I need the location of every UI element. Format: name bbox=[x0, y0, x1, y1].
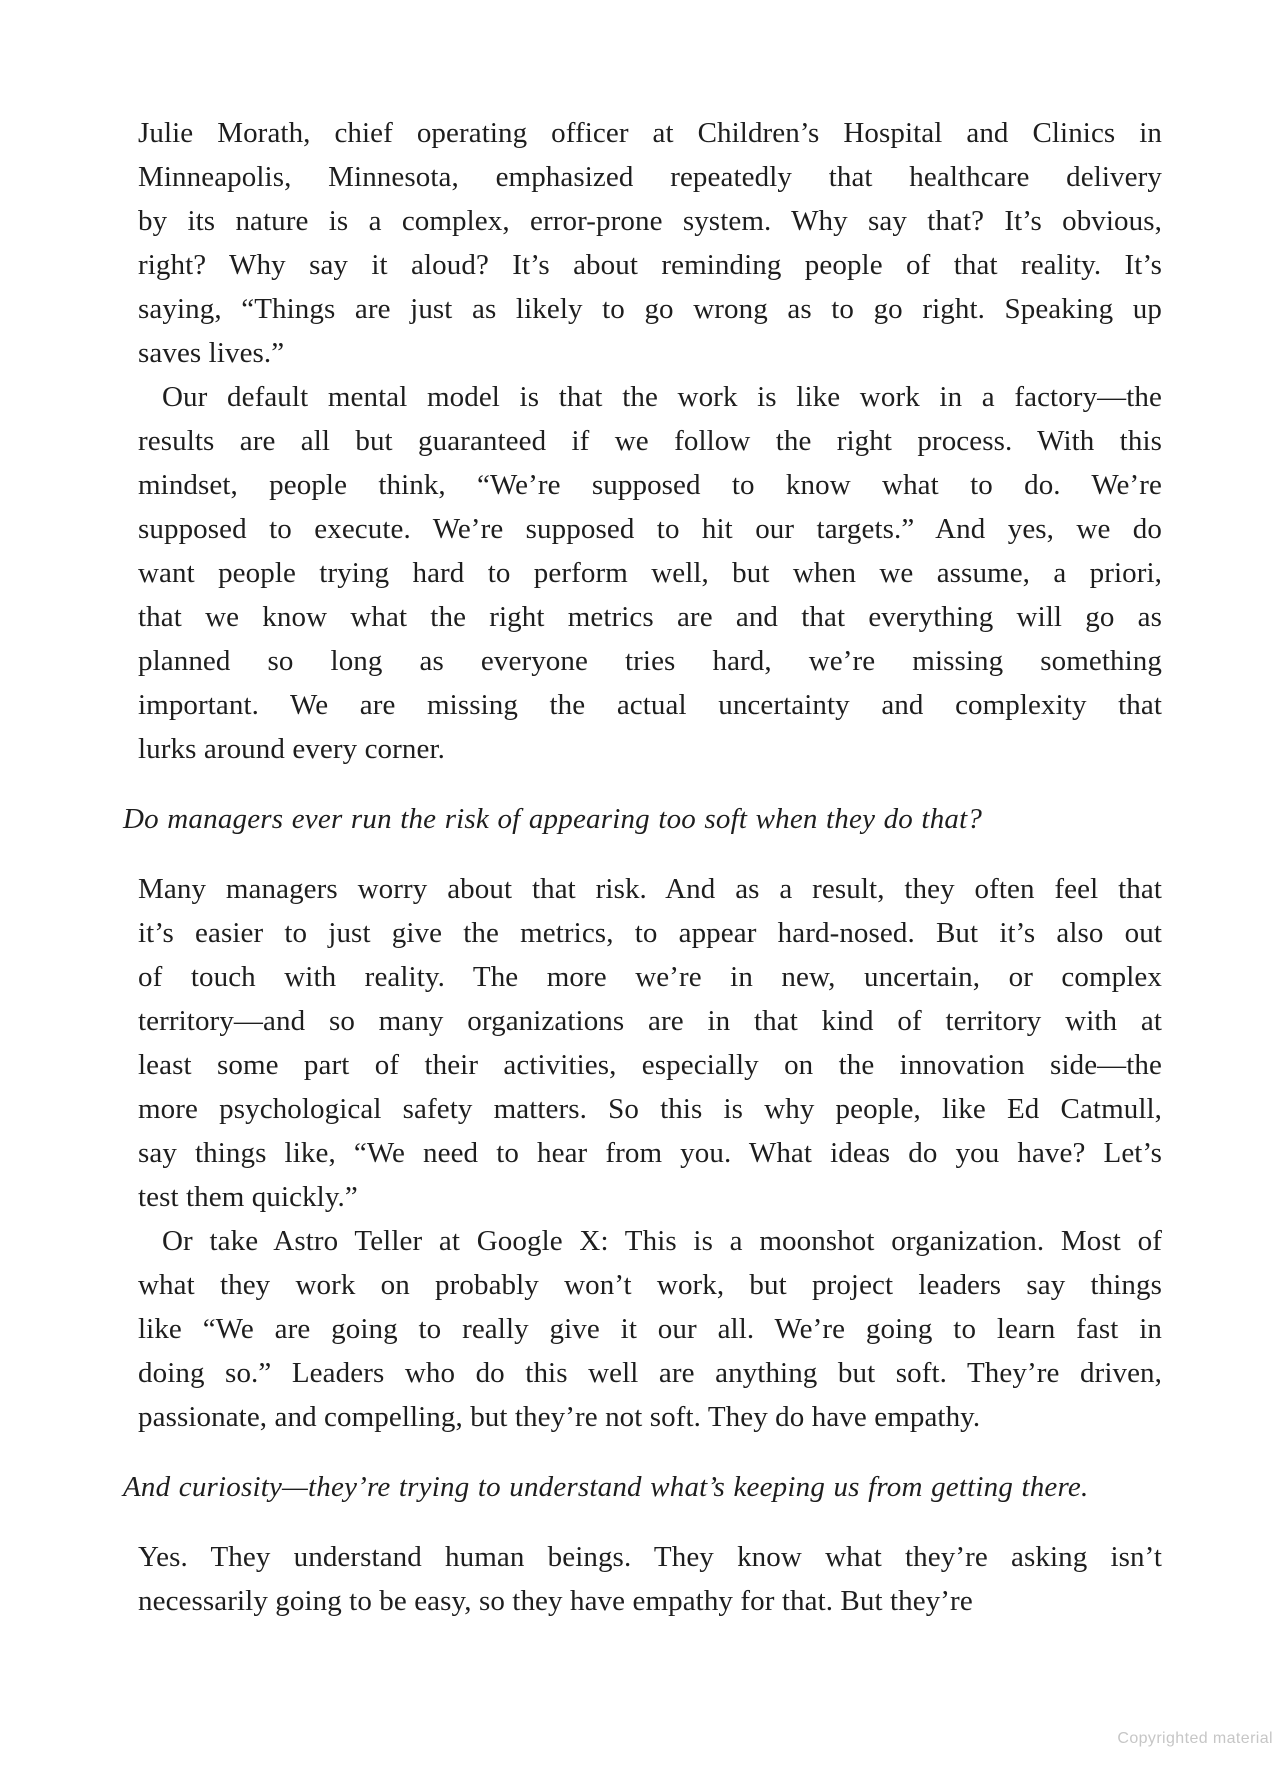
text-line: that we know what the right metrics are and that everything will go as bbox=[138, 601, 1162, 633]
text-line: Julie Morath, chief operating officer at Children’s Hospital and Clinics in bbox=[138, 117, 1162, 149]
text-line: And curiosity—they’re trying to understand what’s keeping us from getting there. bbox=[123, 1471, 1089, 1503]
text-line: results are all but guaranteed if we follow the right process. With this bbox=[138, 425, 1162, 457]
body-paragraph bbox=[138, 111, 1162, 375]
text-line: of touch with reality. The more we’re in new, uncertain, or complex bbox=[138, 961, 1162, 993]
text-line: Many managers worry about that risk. And as a result, they often feel that bbox=[138, 873, 1162, 905]
text-line: saves lives.” bbox=[138, 337, 285, 369]
text-line: Yes. They understand human beings. They know what they’re asking isn’t bbox=[138, 1541, 1162, 1573]
copyright-watermark: Copyrighted material bbox=[1117, 1730, 1273, 1747]
interview-question bbox=[123, 797, 1162, 841]
text-line: least some part of their activities, especially on the innovation side—the bbox=[138, 1049, 1162, 1081]
text-line: important. We are missing the actual uncertainty and complexity that bbox=[138, 689, 1162, 721]
text-line: Do managers ever run the risk of appearing too soft when they do that? bbox=[123, 803, 983, 835]
text-line: more psychological safety matters. So this is why people, like Ed Catmull, bbox=[138, 1093, 1162, 1125]
text-line: want people trying hard to perform well, but when we assume, a priori, bbox=[138, 557, 1162, 589]
text-line: supposed to execute. We’re supposed to hit our targets.” And yes, we do bbox=[138, 513, 1162, 545]
body-paragraph bbox=[138, 867, 1162, 1219]
body-paragraph bbox=[138, 1219, 1162, 1439]
text-line: lurks around every corner. bbox=[138, 733, 445, 765]
body-paragraph bbox=[138, 375, 1162, 771]
text-line: Minneapolis, Minnesota, emphasized repeatedly that healthcare delivery bbox=[138, 161, 1162, 193]
text-line: Our default mental model is that the work is like work in a factory—the bbox=[162, 381, 1162, 413]
text-line: necessarily going to be easy, so they have empathy for that. But they’re bbox=[138, 1585, 973, 1617]
text-line: what they work on probably won’t work, but project leaders say things bbox=[138, 1269, 1162, 1301]
text-line: test them quickly.” bbox=[138, 1181, 358, 1213]
text-line: say things like, “We need to hear from you. What ideas do you have? Let’s bbox=[138, 1137, 1162, 1169]
text-line: Or take Astro Teller at Google X: This is a moonshot organization. Most of bbox=[162, 1225, 1162, 1257]
text-line: by its nature is a complex, error-prone system. Why say that? It’s obvious, bbox=[138, 205, 1162, 237]
interview-question bbox=[123, 1465, 1162, 1509]
text-line: passionate, and compelling, but they’re not soft. They do have empathy. bbox=[138, 1401, 981, 1433]
text-line: planned so long as everyone tries hard, we’re missing something bbox=[138, 645, 1162, 677]
body-paragraph bbox=[138, 1535, 1162, 1623]
text-block bbox=[123, 111, 1162, 1623]
text-line: it’s easier to just give the metrics, to appear hard-nosed. But it’s also out bbox=[138, 917, 1162, 949]
text-line: saying, “Things are just as likely to go wrong as to go right. Speaking up bbox=[138, 293, 1162, 325]
text-line: territory—and so many organizations are in that kind of territory with at bbox=[138, 1005, 1162, 1037]
text-line: doing so.” Leaders who do this well are anything but soft. They’re driven, bbox=[138, 1357, 1162, 1389]
text-line: like “We are going to really give it our all. We’re going to learn fast in bbox=[138, 1313, 1162, 1345]
text-line: right? Why say it aloud? It’s about reminding people of that reality. It’s bbox=[138, 249, 1162, 281]
text-line: mindset, people think, “We’re supposed to know what to do. We’re bbox=[138, 469, 1162, 501]
